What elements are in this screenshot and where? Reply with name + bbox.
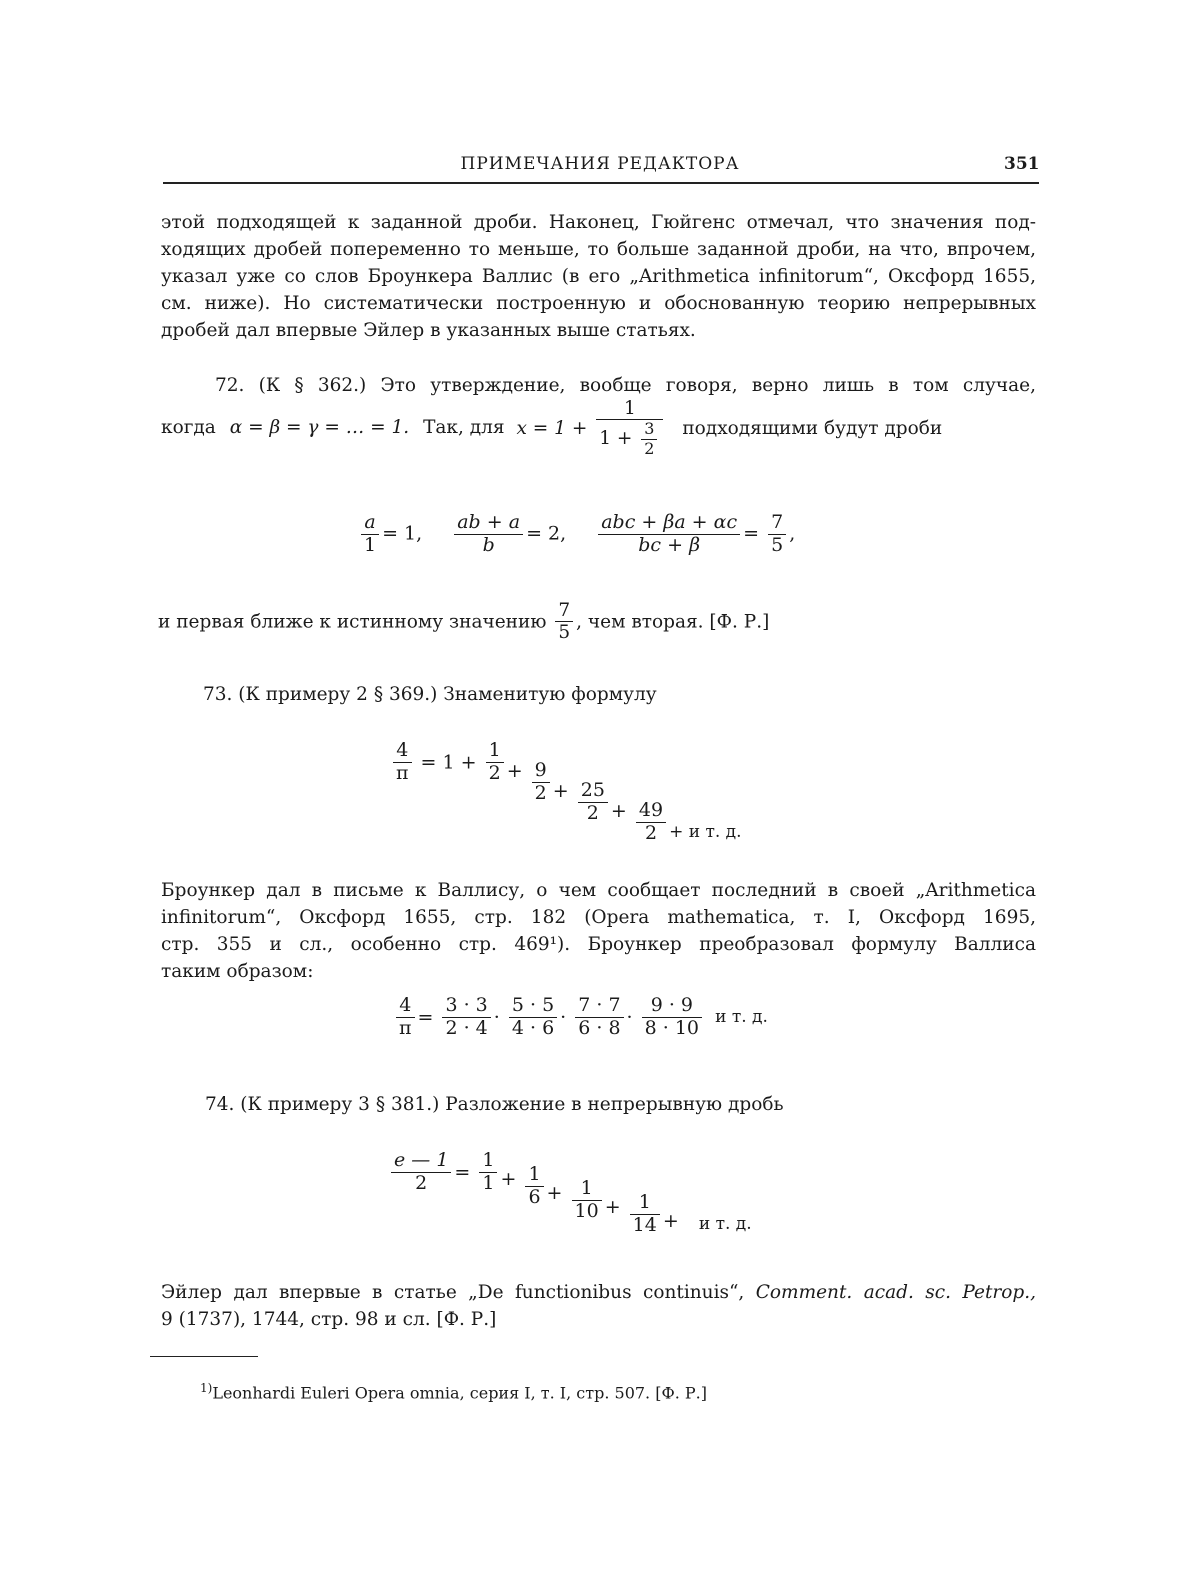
w-eq: = (418, 1006, 434, 1028)
intro-line-4: см. ниже). Но систематически построенную и обоснованную теорию непрерывных (161, 291, 1036, 317)
w-t3-num: 7 · 7 (575, 995, 623, 1018)
e-t2-den: 6 (525, 1187, 543, 1209)
intro-line-1: этой подходящей к заданной дроби. Наконец, Гюйгенс отмечал, что значения под- (161, 210, 1036, 236)
b-lhs (393, 740, 412, 785)
c3-den: bc + β (598, 535, 740, 557)
w-term-4 (642, 995, 702, 1040)
convergent-2 (454, 512, 523, 557)
w-dot-3: · (627, 1006, 633, 1028)
continued-fraction-x (596, 398, 663, 458)
e-plus-1: + (500, 1168, 516, 1190)
e-plus-3: + (605, 1196, 621, 1218)
e-lhs (391, 1150, 451, 1195)
cf-inner-fraction (641, 420, 657, 458)
e-term-2 (525, 1164, 543, 1209)
convergent-1 (361, 512, 379, 557)
closing-num: 7 (555, 600, 573, 622)
b-lhs-den: π (393, 763, 412, 785)
note-73-body-1: Броункер дал в письме к Валлису, о чем сообщает последний в своей „Arithmetica (161, 878, 1036, 904)
e-t3-num: 1 (572, 1178, 602, 1201)
note-74-body-1-text: Эйлер дал впервые в статье „De functionibus continuis“, (161, 1282, 744, 1303)
w-term-3 (575, 995, 623, 1040)
c2-den: b (454, 535, 523, 557)
b-t3-num: 25 (578, 780, 608, 803)
note-74-body-1 (161, 1280, 1036, 1306)
footnote-text: Leonhardi Euleri Opera omnia, серия I, т. I, стр. 507. [Ф. Р.] (212, 1383, 707, 1402)
c3-comma: , (789, 522, 795, 544)
e-tail: и т. д. (699, 1214, 752, 1234)
c1-num: a (361, 512, 379, 535)
e-lhs-den: 2 (391, 1173, 451, 1195)
closing-post: , чем вторая. [Ф. Р.] (576, 611, 769, 632)
cf-denominator (596, 420, 663, 458)
c1-den: 1 (361, 535, 379, 557)
b-term-3 (578, 780, 608, 825)
intro-line-3: указал уже со слов Броункера Валлис (в его „Arithmetica infinitorum“, Оксфорд 1655, (161, 264, 1036, 290)
b-t4-num: 49 (636, 800, 666, 823)
c3-res-den: 5 (768, 535, 786, 557)
w-tail: и т. д. (715, 1007, 768, 1027)
w-t1-num: 3 · 3 (442, 995, 490, 1018)
e-lhs-num: e — 1 (391, 1150, 451, 1173)
b-t1-den: 2 (486, 763, 504, 785)
c3-result (768, 512, 786, 557)
x-equals: x = 1 + (516, 418, 587, 439)
w-t4-den: 8 · 10 (642, 1018, 702, 1040)
b-t2-num: 9 (532, 760, 550, 783)
w-t1-den: 2 · 4 (442, 1018, 490, 1040)
e-term-4 (630, 1192, 660, 1237)
cf-inner-num: 3 (641, 420, 657, 439)
e-cascade (476, 1150, 751, 1195)
e-continued-fraction (388, 1150, 752, 1195)
b-term-2 (532, 760, 550, 805)
w-lhs-num: 4 (396, 995, 415, 1018)
book-page (0, 0, 1200, 1591)
c3-num: abc + βa + αc (598, 512, 740, 535)
b-t2-den: 2 (532, 783, 550, 805)
note-74-body-2: 9 (1737), 1744, стр. 98 и сл. [Ф. Р.] (161, 1307, 1036, 1333)
closing-pre: и первая ближе к истинному значению (158, 611, 546, 632)
condition-formula: α = β = γ = … = 1. (230, 417, 409, 438)
page-number: 351 (1004, 154, 1040, 174)
wallis-formula (393, 995, 768, 1040)
b-plus-3: + (611, 800, 627, 822)
cf-numerator: 1 (596, 398, 663, 420)
b-t3-den: 2 (578, 803, 608, 825)
note-73-body-2: infinitorum“, Оксфорд 1655, стр. 182 (Opera mathematica, т. I, Оксфорд 1695, (161, 905, 1036, 931)
cf-inner-den: 2 (641, 440, 657, 458)
header-rule (163, 182, 1039, 184)
b-plus-1: + (507, 760, 523, 782)
b-tail: + и т. д. (669, 822, 741, 842)
cf-den-lead: 1 + (599, 428, 632, 449)
b-term-4 (636, 800, 666, 845)
e-t1-num: 1 (479, 1150, 497, 1173)
e-term-1 (479, 1150, 497, 1195)
b-t4-den: 2 (636, 823, 666, 845)
b-term-1 (486, 740, 504, 785)
e-t4-num: 1 (630, 1192, 660, 1215)
e-plus-4: + (663, 1210, 679, 1232)
c1-value: = 1, (382, 522, 422, 544)
closing-den: 5 (555, 622, 573, 643)
e-plus-2: + (547, 1182, 563, 1204)
c2-num: ab + a (454, 512, 523, 535)
w-dot-2: · (560, 1006, 566, 1028)
w-dot-1: · (494, 1006, 500, 1028)
w-lhs (396, 995, 415, 1040)
e-term-3 (572, 1178, 602, 1223)
intro-line-2: ходящих дробей попеременно то меньше, то больше заданной дроби, на что, впрочем, (161, 237, 1036, 263)
after-x-text: подходящими будут дроби (682, 418, 942, 439)
running-header-title: ПРИМЕЧАНИЯ РЕДАКТОРА (0, 154, 1200, 174)
closing-fraction (555, 600, 573, 644)
so-for-word: Так, для (423, 417, 505, 438)
b-cascade (483, 740, 742, 785)
journal-citation: Comment. acad. sc. Petrop., (756, 1282, 1036, 1303)
note-74-heading: 74. (К примеру 3 § 381.) Разложение в непрерывную дробь (205, 1094, 784, 1115)
convergent-3 (598, 512, 740, 557)
b-t1-num: 1 (486, 740, 504, 763)
w-t4-num: 9 · 9 (642, 995, 702, 1018)
b-lhs-num: 4 (393, 740, 412, 763)
c3-eq: = (743, 522, 759, 544)
convergents-formula (358, 512, 795, 557)
e-t3-den: 10 (572, 1201, 602, 1223)
c3-res-num: 7 (768, 512, 786, 535)
when-word: когда (161, 417, 216, 438)
note-72-line-1: 72. (К § 362.) Это утверждение, вообще говоря, верно лишь в том случае, (215, 373, 1036, 399)
note-73-heading: 73. (К примеру 2 § 369.) Знаменитую формулу (203, 684, 1036, 705)
e-eq: = (454, 1161, 470, 1183)
e-t2-num: 1 (525, 1164, 543, 1187)
brouncker-formula (390, 740, 742, 785)
c2-value: = 2, (526, 522, 566, 544)
note-73-body-4: таким образом: (161, 959, 1036, 985)
e-t4-den: 14 (630, 1215, 660, 1237)
e-t1-den: 1 (479, 1173, 497, 1195)
intro-line-5: дробей дал впервые Эйлер в указанных выше статьях. (161, 318, 1036, 344)
w-t2-num: 5 · 5 (509, 995, 557, 1018)
note-73-body-3: стр. 355 и сл., особенно стр. 469¹). Броункер преобразовал формулу Валлиса (161, 932, 1036, 958)
w-term-1 (442, 995, 490, 1040)
footnote-mark: 1) (200, 1381, 212, 1395)
b-eq: = 1 + (421, 751, 477, 773)
note-72-closing-line (158, 600, 769, 644)
b-plus-2: + (553, 780, 569, 802)
w-t2-den: 4 · 6 (509, 1018, 557, 1040)
footnote-rule (150, 1356, 258, 1357)
w-lhs-den: π (396, 1018, 415, 1040)
w-term-2 (509, 995, 557, 1040)
w-t3-den: 6 · 8 (575, 1018, 623, 1040)
footnote (200, 1381, 707, 1402)
note-72-condition-line (161, 398, 942, 458)
